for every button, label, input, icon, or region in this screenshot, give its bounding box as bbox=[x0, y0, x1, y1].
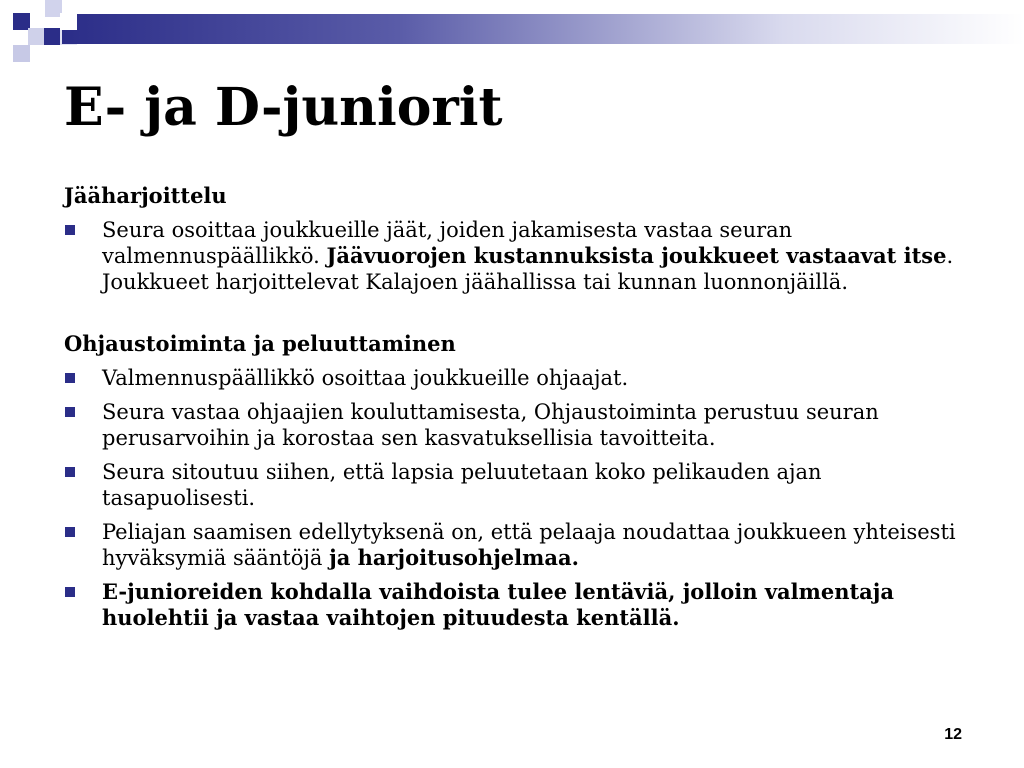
bullet-text: . Joukkueet harjoittelevat Kalajoen jäähallissa tai kunnan luonnonjäillä. bbox=[102, 244, 954, 294]
square-bullet-icon bbox=[65, 467, 75, 477]
decor-square bbox=[60, 13, 77, 30]
title-gradient-bar bbox=[62, 14, 1024, 44]
slide-body bbox=[64, 183, 964, 639]
square-bullet-icon bbox=[65, 373, 75, 383]
bullet-text: Seura osoittaa joukkueille jäät, joiden jakamisesta vastaa seuran valmennuspäällikkö. bbox=[102, 218, 793, 268]
decor-square bbox=[13, 45, 30, 62]
list-item bbox=[64, 579, 964, 631]
list-item bbox=[64, 217, 964, 295]
list-item bbox=[64, 399, 964, 451]
ice-training-list bbox=[64, 217, 964, 295]
list-item bbox=[64, 459, 964, 511]
square-bullet-icon bbox=[65, 225, 75, 235]
decor-square bbox=[44, 28, 61, 45]
section-heading-coaching: Ohjaustoiminta ja peluuttaminen bbox=[64, 331, 456, 356]
bullet-text: Valmennuspäällikkö osoittaa joukkueille ohjaajat. bbox=[102, 366, 629, 390]
bullet-bold-text: ja harjoitusohjelmaa. bbox=[329, 545, 579, 570]
bullet-bold-text: Jäävuorojen kustannuksista joukkueet vastaavat itse bbox=[326, 243, 947, 268]
square-bullet-icon bbox=[65, 587, 75, 597]
bullet-bold-text: E-junioreiden kohdalla vaihdoista tulee lentäviä, jolloin valmentaja huolehtii ja vastaa vaihtojen pituudesta kentällä. bbox=[102, 579, 894, 630]
bullet-text: Peliajan saamisen edellytyksenä on, että pelaaja noudattaa joukkueen yhteisesti hyväksymiä sääntöjä bbox=[102, 520, 956, 570]
bullet-text: Seura sitoutuu siihen, että lapsia peluutetaan koko pelikauden ajan tasapuolisesti. bbox=[102, 460, 822, 510]
slide-title: E- ja D-juniorit bbox=[64, 77, 503, 138]
section-heading-ice-training: Jääharjoittelu bbox=[64, 183, 227, 208]
coaching-list bbox=[64, 365, 964, 631]
list-item bbox=[64, 365, 964, 391]
bullet-text: Seura vastaa ohjaajien kouluttamisesta, Ohjaustoiminta perustuu seuran perusarvoihin ja korostaa sen kasvatuksellisia tavoitteita. bbox=[102, 400, 879, 450]
square-bullet-icon bbox=[65, 407, 75, 417]
square-bullet-icon bbox=[65, 527, 75, 537]
page-number: 12 bbox=[944, 726, 962, 743]
decor-square bbox=[28, 28, 45, 45]
list-item bbox=[64, 519, 964, 571]
